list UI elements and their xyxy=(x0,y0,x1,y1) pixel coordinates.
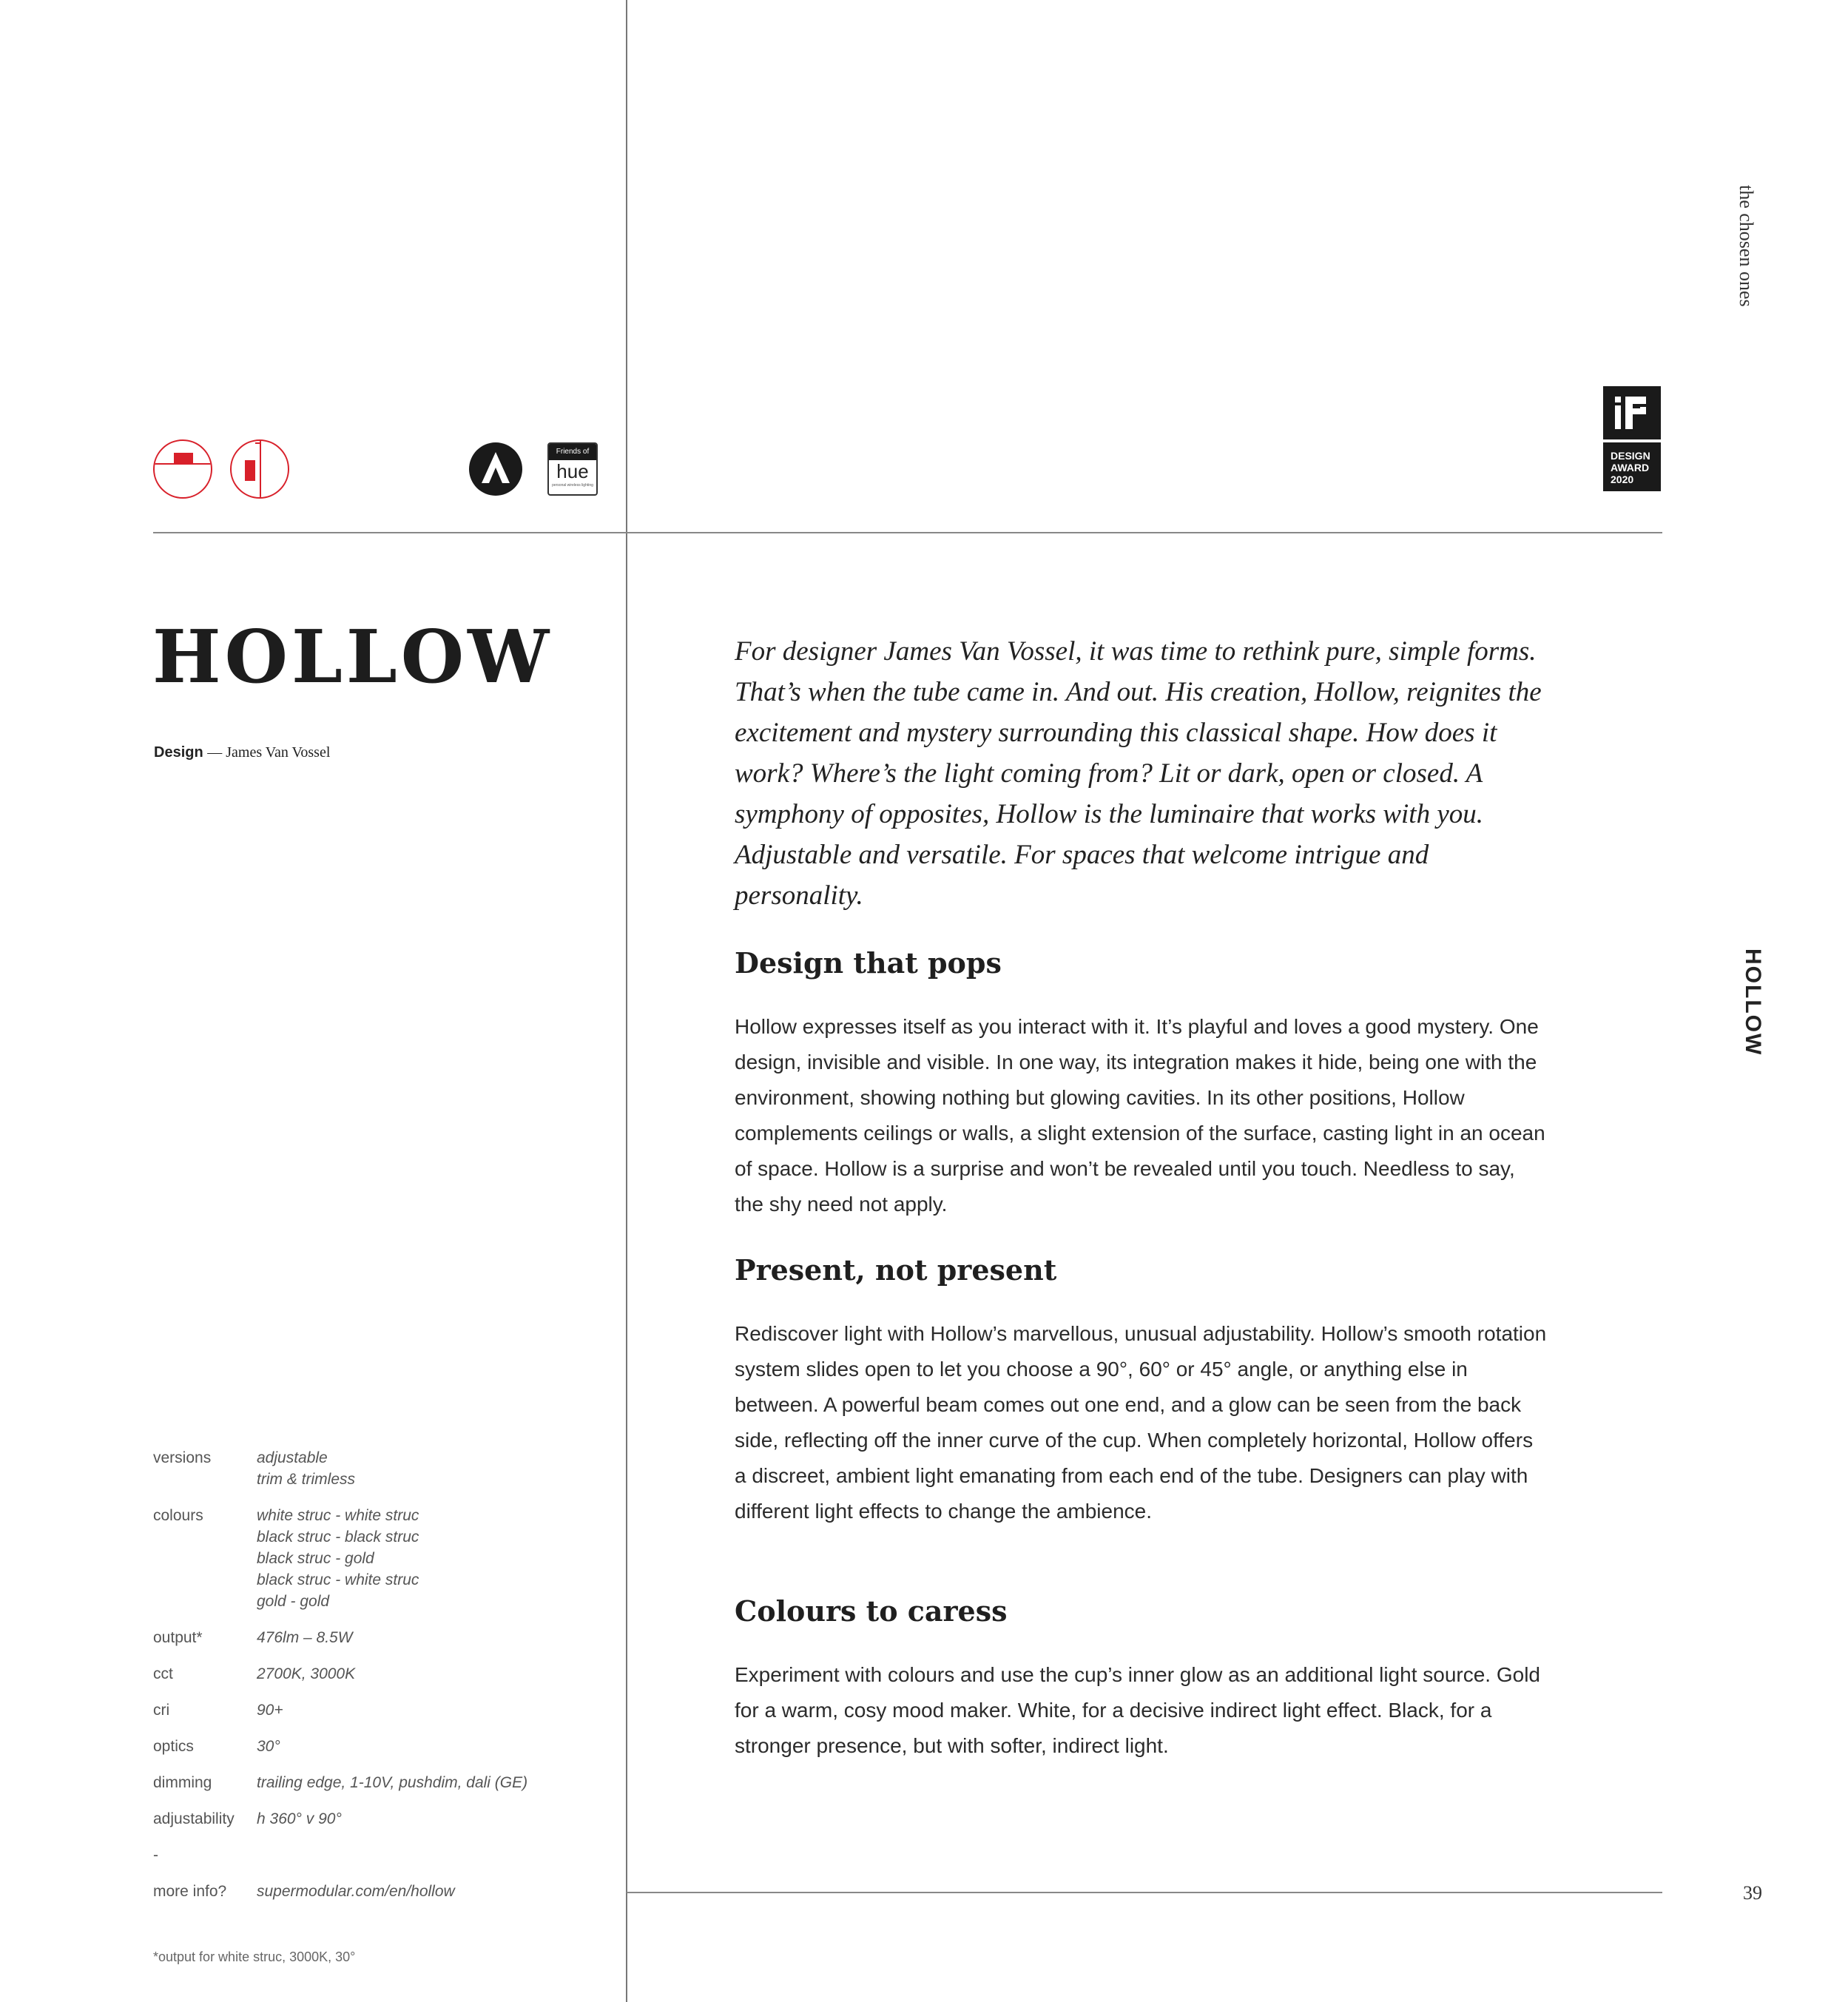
page-number: 39 xyxy=(1743,1882,1762,1904)
spec-row-dimming xyxy=(153,1772,527,1793)
spec-value: 30° xyxy=(257,1738,280,1755)
if-award-line3: 2020 xyxy=(1611,473,1634,485)
section-title-design-that-pops: Design that pops xyxy=(735,946,1002,980)
intro-paragraph: For designer James Van Vossel, it was time to rethink pure, simple forms. That’s when the tube came in. And out. His creation, Hollow, reignites the excitement and mystery surrounding this classical shape. How does it work? Where’s the light coming from? Lit or dark, open or closed. A symphony of opposites, Hollow is the luminaire that works with you. Adjustable and versatile. For spaces that welcome intrigue and personality. xyxy=(735,636,1542,911)
design-credit xyxy=(154,744,330,761)
spec-label: cct xyxy=(153,1665,173,1682)
if-logo-icon xyxy=(1603,386,1661,439)
spec-value: trailing edge, 1-10V, pushdim, dali (GE) xyxy=(257,1774,528,1791)
hue-badge-name: hue xyxy=(556,460,589,482)
spec-row-cri xyxy=(153,1699,527,1721)
recessed-trimless-icon xyxy=(230,439,289,499)
spec-label: cri xyxy=(153,1702,170,1719)
spec-label: optics xyxy=(153,1738,194,1755)
specs-table xyxy=(153,1447,527,1917)
spec-row-optics xyxy=(153,1736,527,1757)
more-info-link[interactable]: supermodular.com/en/hollow xyxy=(257,1883,455,1900)
section-body-present-not-present: Rediscover light with Hollow’s marvellous, unusual adjustability. Hollow’s smooth rotation system slides open to let you choose a 90°, 60° or 45° angle, or anything else in between. A powerful beam comes out one end, and a glow can be seen from the back side, reflecting off the inner curve of the cup. When completely horizontal, Hollow offers a discreet, ambient light emanating from each end of the tube. Designers can play with different light effects to change the ambience. xyxy=(735,1322,1547,1523)
section-title-colours-to-caress: Colours to caress xyxy=(735,1594,1008,1628)
section-body-design-that-pops: Hollow expresses itself as you interact with it. It’s playful and loves a good mystery. One design, invisible and visible. In one way, its integration makes it hide, being one with the environment, showing nothing but glowing cavities. In its other positions, Hollow complements ceilings or walls, a slight extension of the surface, casting light in an ocean of space. Hollow is a surprise and won’t be revealed until you touch. Needless to say, the shy need not apply. xyxy=(735,1015,1545,1216)
designer-name: — James Van Vossel xyxy=(207,744,331,761)
spec-row-output xyxy=(153,1627,527,1648)
spec-label: output* xyxy=(153,1629,203,1646)
section-body-colours-to-caress: Experiment with colours and use the cup’s inner glow as an additional light source. Gold for a warm, cosy mood maker. White, for a decisive indirect light effect. Black, for a stronger presence, but with softer, indirect light. xyxy=(735,1663,1540,1757)
spec-label: dimming xyxy=(153,1774,212,1791)
spec-row-cct xyxy=(153,1663,527,1685)
spec-value: h 360° v 90° xyxy=(257,1810,342,1827)
spec-row-versions xyxy=(153,1447,527,1490)
footnote: *output for white struc, 3000K, 30° xyxy=(153,1949,356,1964)
hue-badge-sub: personal wireless lighting xyxy=(552,483,593,488)
spec-value: 476lm – 8.5W xyxy=(257,1629,353,1646)
spec-value: 2700K, 3000K xyxy=(257,1665,356,1682)
spec-label: adjustability xyxy=(153,1810,235,1827)
section-title-present-not-present: Present, not present xyxy=(735,1253,1057,1287)
friends-of-hue-badge xyxy=(547,442,598,496)
column-divider-vertical xyxy=(626,0,627,2002)
spec-label: versions xyxy=(153,1449,212,1466)
spec-value: white struc - white struc black struc - black struc black struc - gold black struc - white struc gold - gold xyxy=(257,1507,419,1610)
spec-value: 90+ xyxy=(257,1702,283,1719)
product-title: HOLLOW xyxy=(152,615,553,700)
spec-row-adjustability xyxy=(153,1808,527,1830)
running-head: the chosen ones xyxy=(1736,185,1757,307)
header-rule xyxy=(153,532,1662,533)
spec-label: colours xyxy=(153,1507,203,1524)
spec-row-colours xyxy=(153,1505,527,1612)
app-logo-icon xyxy=(468,442,523,496)
hue-badge-top: Friends of xyxy=(549,444,596,460)
footer-rule xyxy=(627,1892,1662,1893)
spec-row-dash xyxy=(153,1844,527,1866)
spec-label: - xyxy=(153,1847,158,1864)
recessed-trim-icon xyxy=(153,439,212,499)
spec-value: adjustable trim & trimless xyxy=(257,1449,355,1488)
spec-label: more info? xyxy=(153,1883,227,1900)
if-award-line1: DESIGN xyxy=(1611,450,1650,462)
if-award-line2: AWARD xyxy=(1611,462,1650,473)
spec-row-more-info xyxy=(153,1881,527,1902)
design-label: Design xyxy=(154,744,203,761)
product-vertical-label: HOLLOW xyxy=(1741,948,1765,1056)
if-design-award-badge xyxy=(1603,386,1661,491)
